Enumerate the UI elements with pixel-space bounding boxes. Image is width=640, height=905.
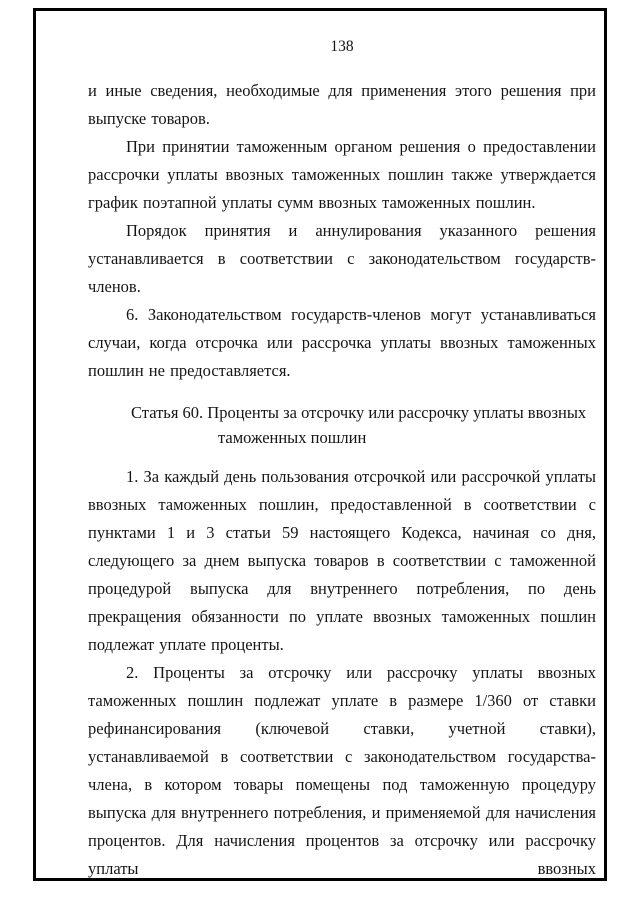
- paragraph: Порядок принятия и аннулирования указанного решения устанавливается в соответствии с законодательством государств-членов.: [88, 221, 596, 296]
- article-heading-line1: Статья 60. Проценты за отсрочку или рассрочку уплаты ввозных: [131, 403, 587, 422]
- article-heading: [88, 400, 596, 450]
- paragraph: 2. Проценты за отсрочку или рассрочку уплаты ввозных таможенных пошлин подлежат уплате в размере 1/360 от ставки рефинансирования (ключевой ставки, учетной ставки), устанавливаемой в соответствии с законодательством государства-члена, в котором товары помещены под таможенную процедуру выпуска для внутреннего потребления, и применяемой для начисления процентов. Для начисления процентов за отсрочку или рассрочку уплаты ввозных: [88, 663, 596, 878]
- paragraph: При принятии таможенным органом решения о предоставлении рассрочки уплаты ввозных таможенных пошлин также утверждается график поэтапной уплаты сумм ввозных таможенных пошлин.: [88, 137, 596, 212]
- document-page: [33, 8, 607, 881]
- paragraph: 6. Законодательством государств-членов могут устанавливаться случаи, когда отсрочка или рассрочка уплаты ввозных таможенных пошлин не предоставляется.: [88, 305, 596, 380]
- page-text-area: [36, 11, 604, 883]
- paragraph: 1. За каждый день пользования отсрочкой или рассрочкой уплаты ввозных таможенных пошлин, предоставленной в соответствии с пунктами 1 и 3 статьи 59 настоящего Кодекса, начиная со дня, следующего за днем выпуска товаров в соответствии с таможенной процедурой выпуска для внутреннего потребления, по день прекращения обязанности по уплате ввозных таможенных пошлин подлежат уплате проценты.: [88, 467, 596, 654]
- article-heading-line2: таможенных пошлин: [218, 428, 367, 447]
- paragraph-continuation: и иные сведения, необходимые для применения этого решения при выпуске товаров.: [88, 81, 596, 128]
- page-number: 138: [330, 38, 354, 55]
